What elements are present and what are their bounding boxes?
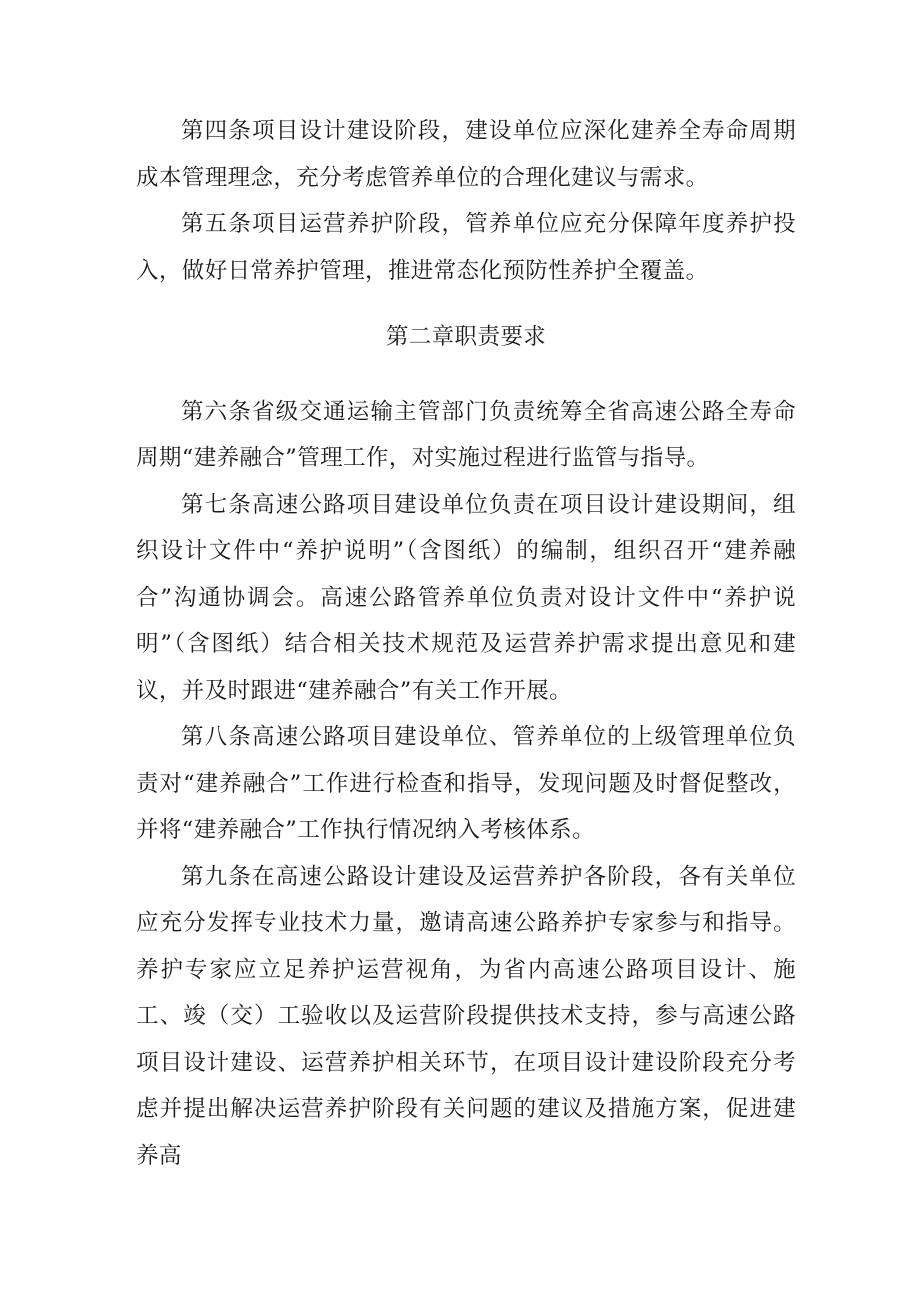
article-9-paragraph: 第九条在高速公路设计建设及运营养护各阶段，各有关单位应充分发挥专业技术力量，邀请高速公路养护专家参与和指导。养护专家应立足养护运营视角，为省内高速公路项目设计、施工、竣（交）工验收以及运营阶段提供技术支持，参与高速公路项目设计建设、运营养护相关环节，在项目设计建设阶段充分考虑并提出解决运营养护阶段有关问题的建议及措施方案，促进建养高	[136, 863, 796, 1169]
article-4-paragraph: 第四条项目设计建设阶段，建设单位应深化建养全寿命周期成本管理理念，充分考虑管养单位的合理化建议与需求。	[136, 118, 796, 191]
document-body	[136, 108, 796, 1179]
article-7-paragraph: 第七条高速公路项目建设单位负责在项目设计建设期间，组织设计文件中“养护说明”（含图纸）的编制，组织召开“建养融合”沟通协调会。高速公路管养单位负责对设计文件中“养护说明”（含图纸）结合相关技术规范及运营养护需求提出意见和建议，并及时跟进“建养融合”有关工作开展。	[136, 491, 796, 704]
article-8-paragraph: 第八条高速公路项目建设单位、管养单位的上级管理单位负责对“建养融合”工作进行检查和指导，发现问题及时督促整改，并将“建养融合”工作执行情况纳入考核体系。	[136, 724, 796, 843]
chapter-heading: 第二章职责要求	[385, 324, 547, 350]
article-6-paragraph: 第六条省级交通运输主管部门负责统筹全省高速公路全寿命周期“建养融合”管理工作，对实施过程进行监管与指导。	[136, 398, 796, 471]
article-5-paragraph: 第五条项目运营养护阶段，管养单位应充分保障年度养护投入，做好日常养护管理，推进常态化预防性养护全覆盖。	[136, 211, 796, 284]
